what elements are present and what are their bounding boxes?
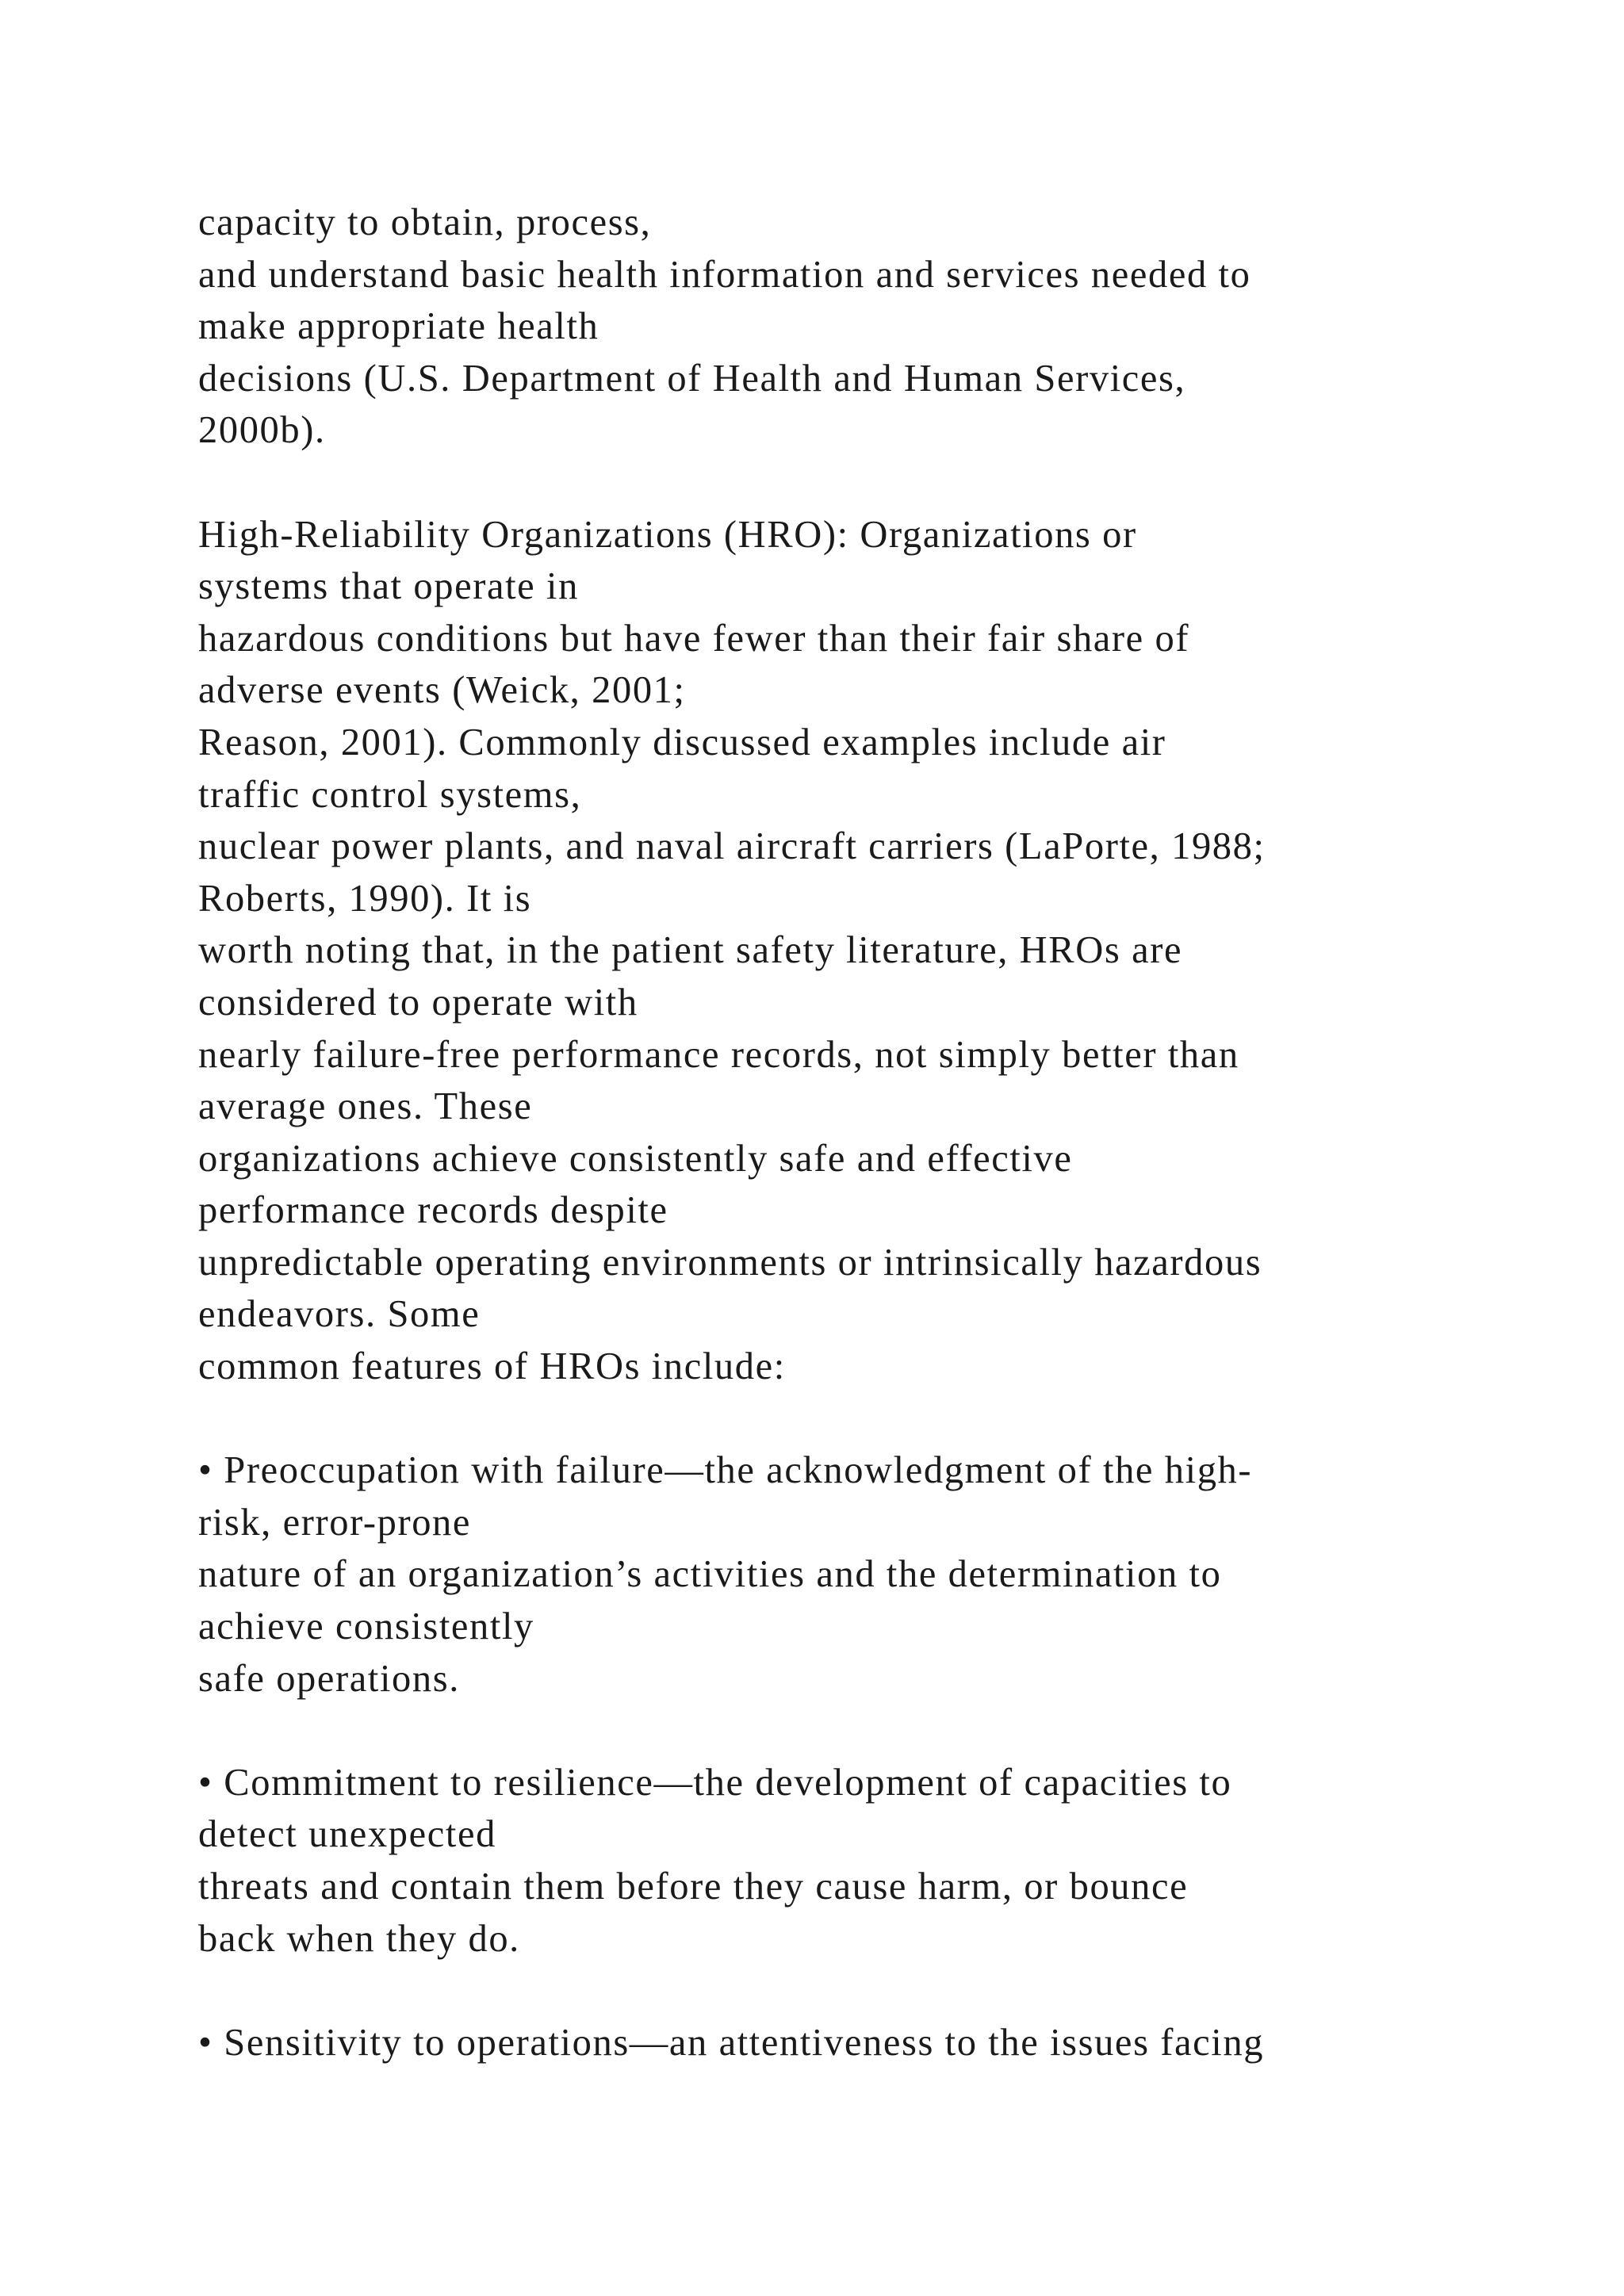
text-line: • Commitment to resilience—the development of capacities to [198,1761,1232,1804]
text-line: decisions (U.S. Department of Health and Human Services, [198,357,1186,400]
text-line: Reason, 2001). Commonly discussed examples include air [198,721,1166,763]
text-line: and understand basic health information and services needed to [198,253,1251,296]
text-line: 2000b). [198,409,326,452]
text-line: nature of an organization’s activities and the determination to [198,1553,1222,1596]
text-line: achieve consistently [198,1605,534,1648]
text-line: adverse events (Weick, 2001; [198,669,686,712]
bullet-sensitivity-to-operations [198,2017,1546,2069]
paragraph-health-literacy [198,197,1546,457]
text-line: threats and contain them before they cause harm, or bounce [198,1866,1189,1908]
text-line: unpredictable operating environments or intrinsically hazardous [198,1241,1262,1284]
paragraph-spacer [198,1393,1546,1445]
text-line: risk, error-prone [198,1501,472,1544]
bullet-preoccupation-with-failure [198,1445,1546,1705]
paragraph-spacer [198,457,1546,509]
document-body [198,197,1546,2068]
text-line: back when they do. [198,1917,520,1960]
text-line: endeavors. Some [198,1293,481,1336]
text-line: considered to operate with [198,981,638,1024]
text-line: safe operations. [198,1657,460,1700]
text-line: Roberts, 1990). It is [198,877,532,920]
text-line: nuclear power plants, and naval aircraft carriers (LaPorte, 1988; [198,825,1266,868]
text-line: worth noting that, in the patient safety literature, HROs are [198,929,1183,972]
text-line: common features of HROs include: [198,1345,786,1388]
bullet-commitment-to-resilience [198,1757,1546,1965]
text-line: nearly failure-free performance records, not simply better than [198,1033,1239,1076]
text-line: capacity to obtain, process, [198,201,652,243]
text-line: High-Reliability Organizations (HRO): Organizations or [198,513,1137,556]
text-line: • Preoccupation with failure—the acknowledgment of the high- [198,1449,1253,1492]
paragraph-spacer [198,1965,1546,2017]
text-line: systems that operate in [198,565,579,608]
text-line: detect unexpected [198,1813,496,1856]
text-line: • Sensitivity to operations—an attentiveness to the issues facing [198,2021,1265,2064]
text-line: performance records despite [198,1189,668,1232]
paragraph-spacer [198,1705,1546,1757]
paragraph-hro-definition [198,509,1546,1393]
text-line: organizations achieve consistently safe and effective [198,1137,1073,1180]
text-line: average ones. These [198,1085,533,1128]
text-line: make appropriate health [198,305,599,348]
text-line: traffic control systems, [198,773,582,816]
text-line: hazardous conditions but have fewer than their fair share of [198,617,1190,660]
